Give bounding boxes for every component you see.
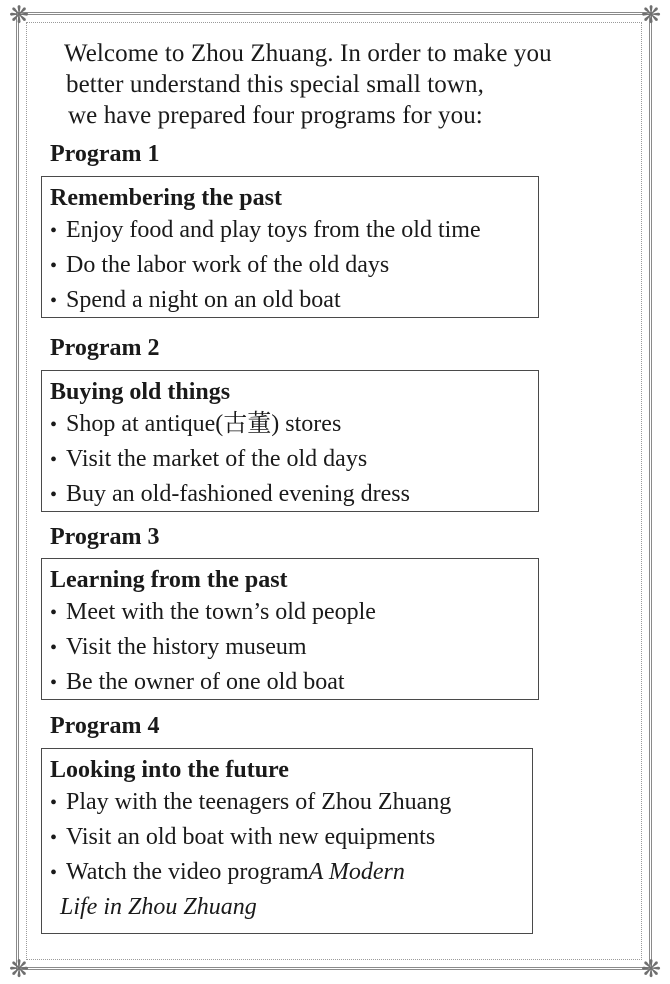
list-item: • Play with the teenagers of Zhou Zhuang	[50, 785, 532, 820]
program-3-heading: Program 3	[50, 524, 160, 550]
bullet-icon: •	[50, 484, 58, 506]
program-1-box	[41, 176, 539, 318]
bullet-icon: •	[50, 414, 58, 436]
bullet-icon: •	[50, 290, 58, 312]
bullet-icon: •	[50, 220, 58, 242]
program-4-box	[41, 748, 533, 934]
program-3-title: Learning from the past	[50, 567, 288, 593]
intro-line: better understand this special small town,	[66, 71, 484, 98]
program-2-title: Buying old things	[50, 379, 231, 405]
program-3-box	[41, 558, 539, 700]
corner-ornament-icon: ❋	[640, 1, 662, 29]
program-1-heading: Program 1	[50, 141, 160, 167]
bullet-icon: •	[50, 602, 58, 624]
corner-ornament-icon: ❋	[8, 955, 30, 983]
program-2-heading: Program 2	[50, 335, 160, 361]
video-title-part2: Life in Zhou Zhuang	[60, 894, 257, 920]
intro-line: we have prepared four programs for you:	[68, 102, 483, 129]
intro-paragraph	[64, 38, 624, 131]
corner-ornament-icon: ❋	[640, 955, 662, 983]
video-title-part1: A Modern	[308, 859, 405, 885]
list-item: • Meet with the town’s old people	[50, 595, 538, 630]
intro-line: Welcome to Zhou Zhuang. In order to make you	[64, 40, 552, 67]
program-4-heading: Program 4	[50, 713, 160, 739]
program-1-title: Remembering the past	[50, 185, 282, 211]
list-item: • Watch the video programA Modern	[50, 855, 532, 890]
list-item: • Visit the market of the old days	[50, 442, 538, 477]
list-item: • Do the labor work of the old days	[50, 248, 538, 283]
bullet-icon: •	[50, 827, 58, 849]
bullet-icon: •	[50, 637, 58, 659]
bullet-icon: •	[50, 255, 58, 277]
bullet-icon: •	[50, 792, 58, 814]
list-item: • Visit the history museum	[50, 630, 538, 665]
corner-ornament-icon: ❋	[8, 1, 30, 29]
list-item: • Visit an old boat with new equipments	[50, 820, 532, 855]
bullet-icon: •	[50, 672, 58, 694]
program-2-box	[41, 370, 539, 512]
list-item: • Be the owner of one old boat	[50, 665, 538, 700]
bullet-icon: •	[50, 862, 58, 884]
program-4-title: Looking into the future	[50, 757, 289, 783]
list-item: • Spend a night on an old boat	[50, 283, 538, 318]
list-item: • Buy an old-fashioned evening dress	[50, 477, 538, 512]
bullet-icon: •	[50, 449, 58, 471]
list-item: • Enjoy food and play toys from the old time	[50, 213, 538, 248]
list-item: • Shop at antique(古董) stores	[50, 407, 538, 442]
